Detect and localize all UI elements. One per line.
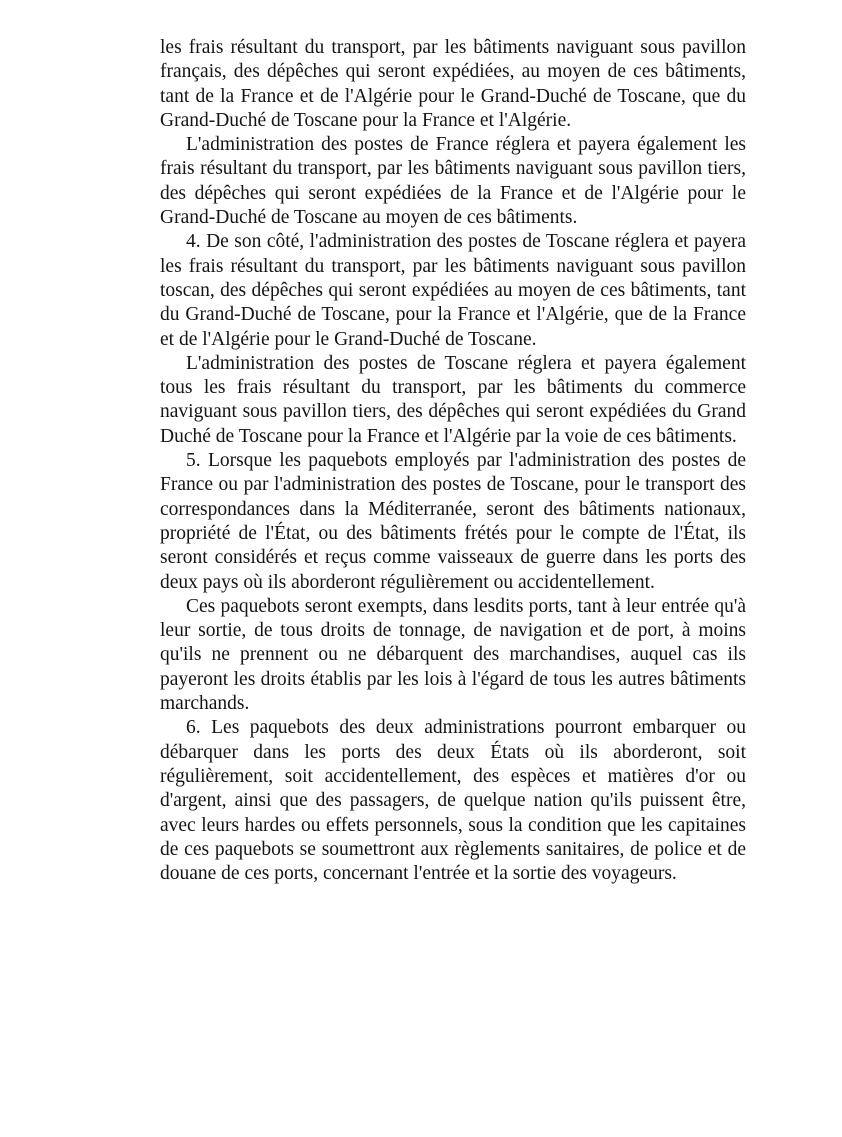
paragraph-article-6: 6. Les paquebots des deux administrations pourront embarquer ou débarquer dans les ports des deux États où ils aborderont, soit régulièrement, soit accidentellement, des espèces et matières d'or ou d'argent, ainsi que des passagers, de quelque nation qu'ils puissent être, avec leurs hardes ou effets personnels, sous la condition que les capitaines de ces paquebots se soumettront aux règlements sanitaires, de police et de douane de ces ports, concernant l'entrée et la sortie des voyageurs. — [160, 717, 746, 885]
paragraph-paquebots-exempts: Ces paquebots seront exempts, dans lesdits ports, tant à leur entrée qu'à leur sortie, de tous droits de tonnage, de navigation et de port, à moins qu'ils ne prennent ou ne débarquent des marchandises, auquel cas ils payeront les droits établis par les lois à l'égard de tous les autres bâtiments marchands. — [160, 595, 746, 715]
paragraph-article-5: 5. Lorsque les paquebots employés par l'administration des postes de France ou par l'administration des postes de Toscane, pour le transport des correspondances dans la Méditerranée, seront des bâtiments nationaux, propriété de l'État, ou des bâtiments frétés pour le compte de l'État, ils seront considérés et reçus comme vaisseaux de guerre dans les ports des deux pays où ils aborderont régulièrement ou accidentellement. — [160, 450, 746, 593]
paragraph-continuation: les frais résultant du transport, par les bâtiments naviguant sous pavillon français, des dépêches qui seront expédiées, au moyen de ces bâtiments, tant de la France et de l'Algérie pour le Grand-Duché de Toscane, que du Grand-Duché de Toscane pour la France et l'Algérie. — [160, 37, 746, 131]
paragraph-postes-toscane: L'administration des postes de Toscane réglera et payera également tous les frais résultant du transport, par les bâtiments du commerce naviguant sous pavillon tiers, des dépêches qui seront expédiées du Grand Duché de Toscane pour la France et l'Algérie par la voie de ces bâtiments. — [160, 352, 746, 447]
paragraph-article-4: 4. De son côté, l'administration des postes de Toscane réglera et payera les frais résultant du transport, par les bâtiments naviguant sous pavillon toscan, des dépêches qui seront expédiées au moyen de ces bâtiments, tant du Grand-Duché de Toscane, pour la France et l'Algérie, que de la France et de l'Algérie pour le Grand-Duché de Toscane. — [160, 231, 746, 350]
paragraph-postes-france: L'administration des postes de France réglera et payera également les frais résultant du transport, par les bâtiments naviguant sous pavillon tiers, des dépêches qui seront expédiées de la France et de l'Algérie pour le Grand-Duché de Toscane au moyen de ces bâtiments. — [160, 134, 746, 229]
document-page — [160, 36, 746, 886]
